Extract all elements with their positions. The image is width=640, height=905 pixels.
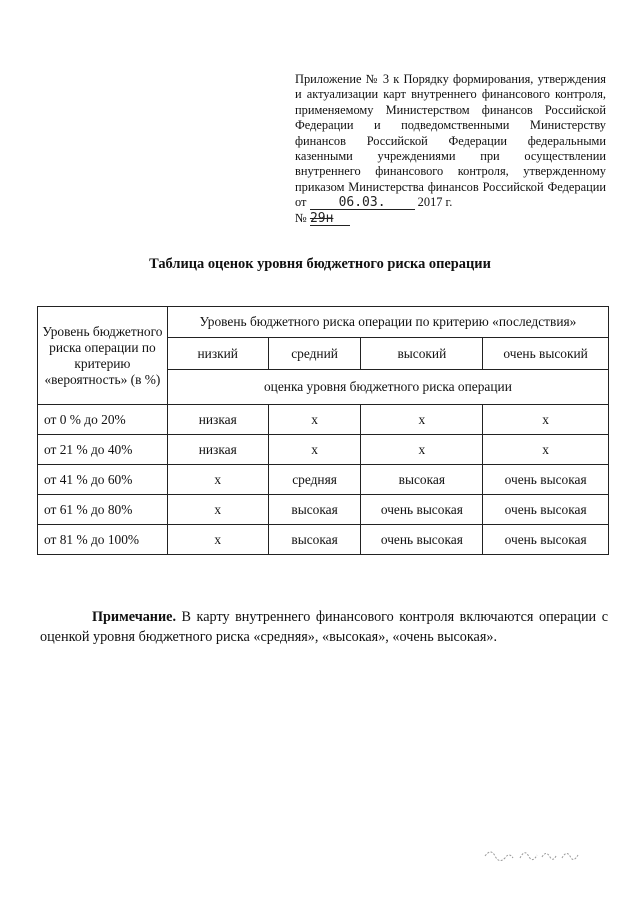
probability-range: от 81 % до 100% — [38, 525, 168, 555]
table-cell: низкая — [167, 405, 268, 435]
table-row — [38, 465, 609, 495]
consequence-header: Уровень бюджетного риска операции по критерию «последствия» — [167, 307, 608, 338]
signature-mark — [480, 842, 590, 866]
probability-range: от 0 % до 20% — [38, 405, 168, 435]
table-row — [38, 435, 609, 465]
criterion-header: Уровень бюджетного риска операции по критерию «вероятность» (в %) — [38, 307, 168, 405]
table-cell: средняя — [268, 465, 361, 495]
table-row — [38, 405, 609, 435]
order-number-prefix: № — [295, 210, 307, 225]
consequence-level: средний — [268, 338, 361, 370]
table-cell: высокая — [268, 525, 361, 555]
table-cell: х — [483, 435, 609, 465]
note-paragraph — [40, 608, 608, 647]
table-cell: х — [268, 405, 361, 435]
probability-range: от 61 % до 80% — [38, 495, 168, 525]
table-cell: очень высокая — [483, 465, 609, 495]
handwritten-order-number — [310, 212, 350, 226]
appendix-block — [295, 72, 606, 226]
table-cell: высокая — [361, 465, 483, 495]
table-cell: очень высокая — [483, 495, 609, 525]
risk-table — [37, 306, 609, 555]
table-cell: х — [167, 465, 268, 495]
probability-range: от 41 % до 60% — [38, 465, 168, 495]
table-cell: х — [167, 495, 268, 525]
table-row — [38, 495, 609, 525]
table-cell: х — [361, 435, 483, 465]
table-cell: очень высокая — [361, 525, 483, 555]
assessment-header: оценка уровня бюджетного риска операции — [167, 370, 608, 405]
consequence-level: очень высокий — [483, 338, 609, 370]
note-text: В карту внутреннего финансового контроля включаются операции с оценкой уровня бюджетного риска «средняя», «высокая», «очень высокая». — [40, 609, 608, 645]
table-cell: очень высокая — [483, 525, 609, 555]
table-cell: очень высокая — [361, 495, 483, 525]
consequence-level: низкий — [167, 338, 268, 370]
order-number-value: 29н — [309, 210, 334, 226]
table-row — [38, 525, 609, 555]
table-cell: высокая — [268, 495, 361, 525]
table-cell: х — [361, 405, 483, 435]
table-title: Таблица оценок уровня бюджетного риска операции — [149, 256, 491, 272]
probability-range: от 21 % до 40% — [38, 435, 168, 465]
table-cell: низкая — [167, 435, 268, 465]
consequence-level: высокий — [361, 338, 483, 370]
table-cell: х — [167, 525, 268, 555]
table-cell: х — [268, 435, 361, 465]
table-cell: х — [483, 405, 609, 435]
note-label: Примечание. — [92, 609, 176, 625]
appendix-year: 2017 г. — [417, 195, 453, 210]
handwritten-date: 06.03. — [310, 196, 415, 210]
appendix-text: Приложение № 3 к Порядку формирования, утверждения и актуализации карт внутреннего финансового контроля, применяемому Министерством финансов Российской Федерации и подведомственными Министерству финансов Российской Федерации федеральными казенными учреждениями при осуществлении внутреннего финансового контроля, утвержденному приказом Министерства финансов Российской Федерации от — [295, 72, 606, 210]
